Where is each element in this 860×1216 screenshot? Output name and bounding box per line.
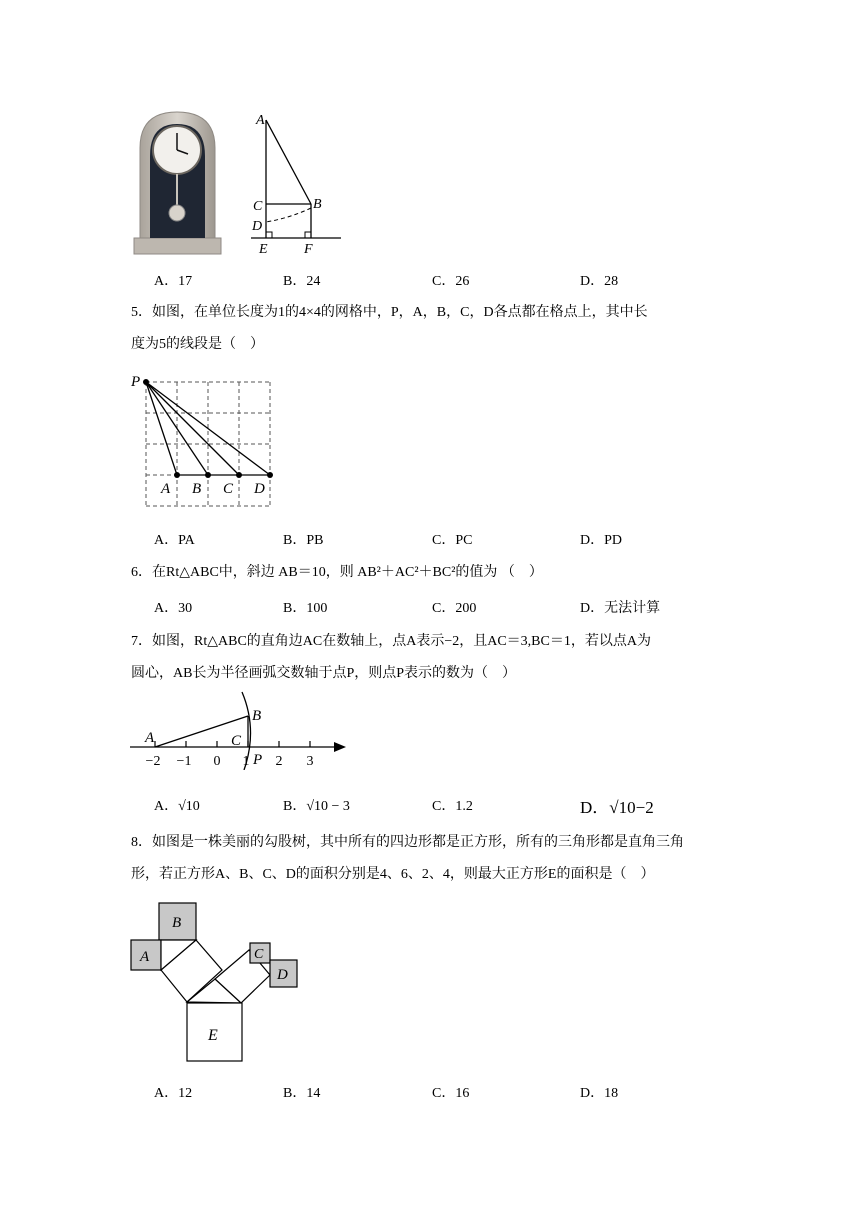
q5-stem-line2: 度为5的线段是（ ）	[131, 337, 264, 352]
q4-option-d[interactable]: D．28	[580, 274, 619, 289]
q8-option-d[interactable]: D．18	[580, 1086, 619, 1101]
label-C: C	[253, 199, 263, 214]
label-D: D	[252, 219, 263, 234]
q8-stem-line2: 形，若正方形A、B、C、D的面积分别是4、6、2、4，则最大正方形E的面积是（ ）	[131, 867, 655, 882]
number-line-figure	[128, 690, 350, 770]
tick-label: −2	[145, 754, 161, 769]
label-B: B	[172, 915, 182, 931]
q7-option-a[interactable]: A．√10	[154, 799, 200, 814]
q8-option-a[interactable]: A．12	[154, 1086, 193, 1101]
ladder-triangle-figure	[245, 108, 345, 258]
label-C: C	[254, 947, 264, 962]
q8-option-b[interactable]: B．14	[283, 1086, 321, 1101]
clock-photo	[130, 108, 225, 256]
tick-label: 2	[275, 754, 283, 769]
q5-option-d[interactable]: D．PD	[580, 533, 623, 548]
q4-option-c[interactable]: C．26	[432, 274, 470, 289]
label-P: P	[253, 752, 263, 768]
q7-stem-line1: 7．如图，Rt△ABC的直角边AC在数轴上，点A表示−2，且AC＝3,BC＝1，若以点A为	[131, 634, 651, 649]
q7-stem-line2: 圆心，AB长为半径画弧交数轴于点P，则点P表示的数为（ ）	[131, 666, 517, 681]
tick-label: 0	[213, 754, 221, 769]
q4-option-a[interactable]: A．17	[154, 274, 193, 289]
label-D: D	[277, 967, 288, 983]
label-A: A	[145, 730, 155, 746]
q7-option-c[interactable]: C．1.2	[432, 799, 473, 814]
pythagoras-tree-figure	[128, 900, 303, 1065]
grid-figure	[128, 368, 278, 508]
tick-label: −1	[176, 754, 192, 769]
label-A: A	[140, 949, 150, 965]
q6-option-a[interactable]: A．30	[154, 601, 193, 616]
q6-option-c[interactable]: C．200	[432, 601, 477, 616]
label-C: C	[223, 481, 234, 497]
q5-option-c[interactable]: C．PC	[432, 533, 473, 548]
q6-option-d[interactable]: D．无法计算	[580, 601, 661, 616]
q4-option-b[interactable]: B．24	[283, 274, 321, 289]
q8-option-c[interactable]: C．16	[432, 1086, 470, 1101]
label-C: C	[231, 733, 242, 749]
tick-label: 1	[242, 754, 250, 769]
tick-label: 3	[306, 754, 314, 769]
q6-option-b[interactable]: B．100	[283, 601, 328, 616]
q7-option-d[interactable]: D．√10−2	[580, 798, 654, 817]
label-D: D	[254, 481, 265, 497]
label-B: B	[313, 197, 322, 212]
label-A: A	[161, 481, 171, 497]
q5-option-a[interactable]: A．PA	[154, 533, 195, 548]
label-F: F	[304, 242, 313, 257]
label-B: B	[192, 481, 202, 497]
label-E: E	[208, 1027, 218, 1044]
q6-stem: 6．在Rt△ABC中，斜边 AB＝10，则 AB²＋AC²＋BC²的值为 （ ）	[131, 565, 543, 580]
label-A: A	[256, 113, 265, 128]
q8-stem-line1: 8．如图是一株美丽的勾股树，其中所有的四边形都是正方形，所有的三角形都是直角三角	[131, 835, 684, 850]
label-P: P	[131, 374, 141, 390]
q5-stem-line1: 5．如图，在单位长度为1的4×4的网格中，P，A，B，C，D各点都在格点上，其中长	[131, 305, 648, 320]
label-B: B	[252, 708, 262, 724]
label-E: E	[259, 242, 268, 257]
q7-option-b[interactable]: B．√10 − 3	[283, 799, 350, 814]
q5-option-b[interactable]: B．PB	[283, 533, 324, 548]
